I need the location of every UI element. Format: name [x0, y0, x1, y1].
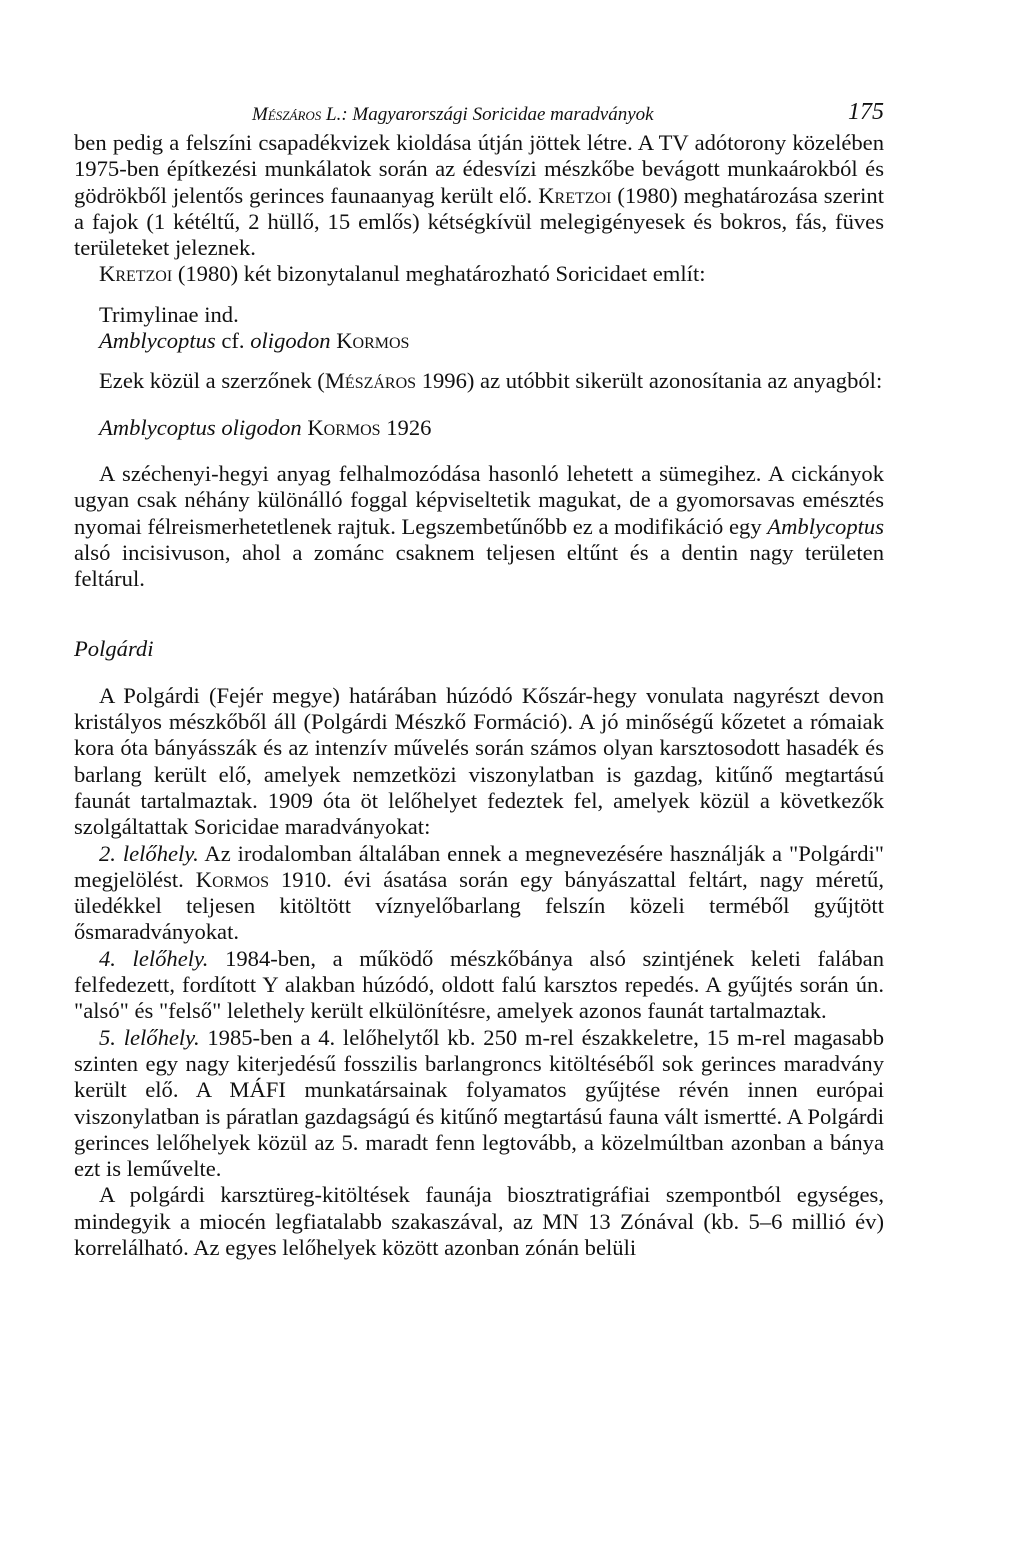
- paragraph-text: (1980) meghatározása szerint a fajok (1 kétéltű, 2 hüllő, 15 emlős) kétségkívül melegigényesek és bokros, fás, füves területeket jeleznek.: [74, 182, 884, 261]
- taxon-species: oligodon: [250, 328, 331, 354]
- paragraph-text: ben pedig a felszíni csapadékvizek kioldása útján jöttek létre. A TV adótorony közelében 1975-ben építkezési munkálatok során az édesvízi mészkőbe bevágott munkaárokból és gödrökből jelentős gerinces faunaanyag került elő.: [74, 130, 884, 208]
- taxon-genus: Amblycoptus: [99, 328, 216, 354]
- taxon-genus: Amblycoptus: [767, 513, 884, 539]
- author-name: Mészáros: [324, 368, 417, 394]
- running-head: [74, 96, 884, 130]
- running-head-title: [252, 104, 654, 126]
- paragraph-polgardi: A Polgárdi (Fejér megye) határában húzódó Kőszár-hegy vonulata nagyrészt devon kristályos mészkőből áll (Polgárdi Mészkő Formáció). A jó minőségű kőzetet a rómaiak kora óta bányásszák és az intenzív művelés során számos olyan karsztosodott hasadék és barlang került elő, amelyek nemzetközi viszonylatban is gazdag, kitűnő megtartású faunát tartalmaztak. 1909 óta öt lelőhelyet fedeztek fel, amelyek közül a következők szolgáltattak Soricidae maradványokat:: [74, 682, 884, 840]
- paragraph-text: 1910. évi ásatása során egy bányászattal feltárt, nagy méretű, üledékkel teljesen kitöltött víznyelőbarlang felszín közeli terméből gyűjtött ősmaradványokat.: [74, 866, 884, 945]
- taxon-heading: [74, 415, 884, 441]
- paragraph-text: (1980) két bizonytalanul meghatározható Soricidaet említ:: [172, 261, 706, 287]
- paragraph-meszaros: [74, 368, 884, 394]
- author-name: Kretzoi: [538, 182, 612, 208]
- paragraph-intro: [74, 130, 884, 261]
- running-head-author: Mészáros L.: [252, 104, 342, 125]
- taxon-name: Amblycoptus oligodon: [99, 414, 302, 440]
- running-head-title-rest: : Magyarországi Soricidae maradványok: [341, 104, 654, 125]
- site-label: 4. lelőhely.: [99, 945, 209, 971]
- taxon-year: 1926: [380, 414, 432, 440]
- author-name: Kretzoi: [99, 261, 173, 287]
- paragraph-text: Az irodalomban általában ennek a megnevezésére használják a "Polgárdi" megjelölést.: [74, 840, 884, 892]
- paragraph-text: A széchenyi-hegyi anyag felhalmozódása hasonló lehetett a sümegihez. A cickányok ugyan csak néhány különálló foggal képviseltetik magukat, de a gyomorsavas emésztés nyomai félreismerhetetlenek rajtuk. Legszembetűnőbb ez a modifikáció egy: [74, 460, 884, 539]
- site-5-paragraph: [74, 1025, 884, 1183]
- author-name: Kormos: [195, 866, 269, 892]
- paragraph-text: alsó incisivuson, ahol a zománc csaknem teljesen eltűnt és a dentin nagy területen feltárul.: [74, 539, 884, 592]
- site-4-paragraph: [74, 946, 884, 1025]
- taxon-list-item: Trimylinae ind.: [99, 301, 239, 327]
- paragraph-biostratigraphy: A polgárdi karsztüreg-kitöltések faunája biosztratigráfiai szempontból egységes, mindegyik a miocén legfiatalabb szakaszával, az MN 13 Zónával (kb. 5–6 millió év) korrelálható. Az egyes lelőhelyek között azonban zónán belüli: [74, 1182, 884, 1260]
- page-number: 175: [848, 99, 884, 125]
- site-label: 5. lelőhely.: [99, 1024, 200, 1050]
- document-page: [74, 96, 884, 1261]
- paragraph-text: 1984-ben, a működő mészkőbánya alsó szintjének keleti falában felfedezett, fordított Y alakban húzódó, oldott falú karsztos repedés. A gyűjtés során ún. "alsó" és "felső" lelethely került elkülönítésre, amelyek azonos faunát tartalmaztak.: [74, 945, 884, 1024]
- taxon-list-item: [74, 328, 884, 354]
- site-2-paragraph: [74, 841, 884, 946]
- author-name: Kormos: [336, 328, 410, 354]
- paragraph-text: 1996) az utóbbit sikerült azonosítania az anyagból:: [416, 368, 883, 394]
- author-name: Kormos: [307, 414, 381, 440]
- paragraph-text: 1985-ben a 4. lelőhelytől kb. 250 m-rel északkeletre, 15 m-rel magasabb szinten egy nagy kiterjedésű fosszilis barlangroncs kitöltéséből sok gerinces maradvány került elő. A MÁFI munkatársainak folyamatos gyűjtése révén innen európai viszonylatban is páratlan gazdagságú és kitűnő megtartású fauna vált ismertté. A Polgárdi gerinces lelőhelyek közül az 5. maradt fenn legtovább, a közelmúltban azonban a bánya ezt is leművelte.: [74, 1024, 884, 1182]
- paragraph-text: Ezek közül a szerzőnek (: [99, 368, 325, 394]
- paragraph-szechenyi: [74, 461, 884, 592]
- taxon-cf: cf.: [215, 328, 251, 354]
- section-heading: Polgárdi: [74, 636, 154, 662]
- paragraph-kretzoi: [74, 261, 884, 287]
- site-label: 2. lelőhely.: [99, 840, 199, 866]
